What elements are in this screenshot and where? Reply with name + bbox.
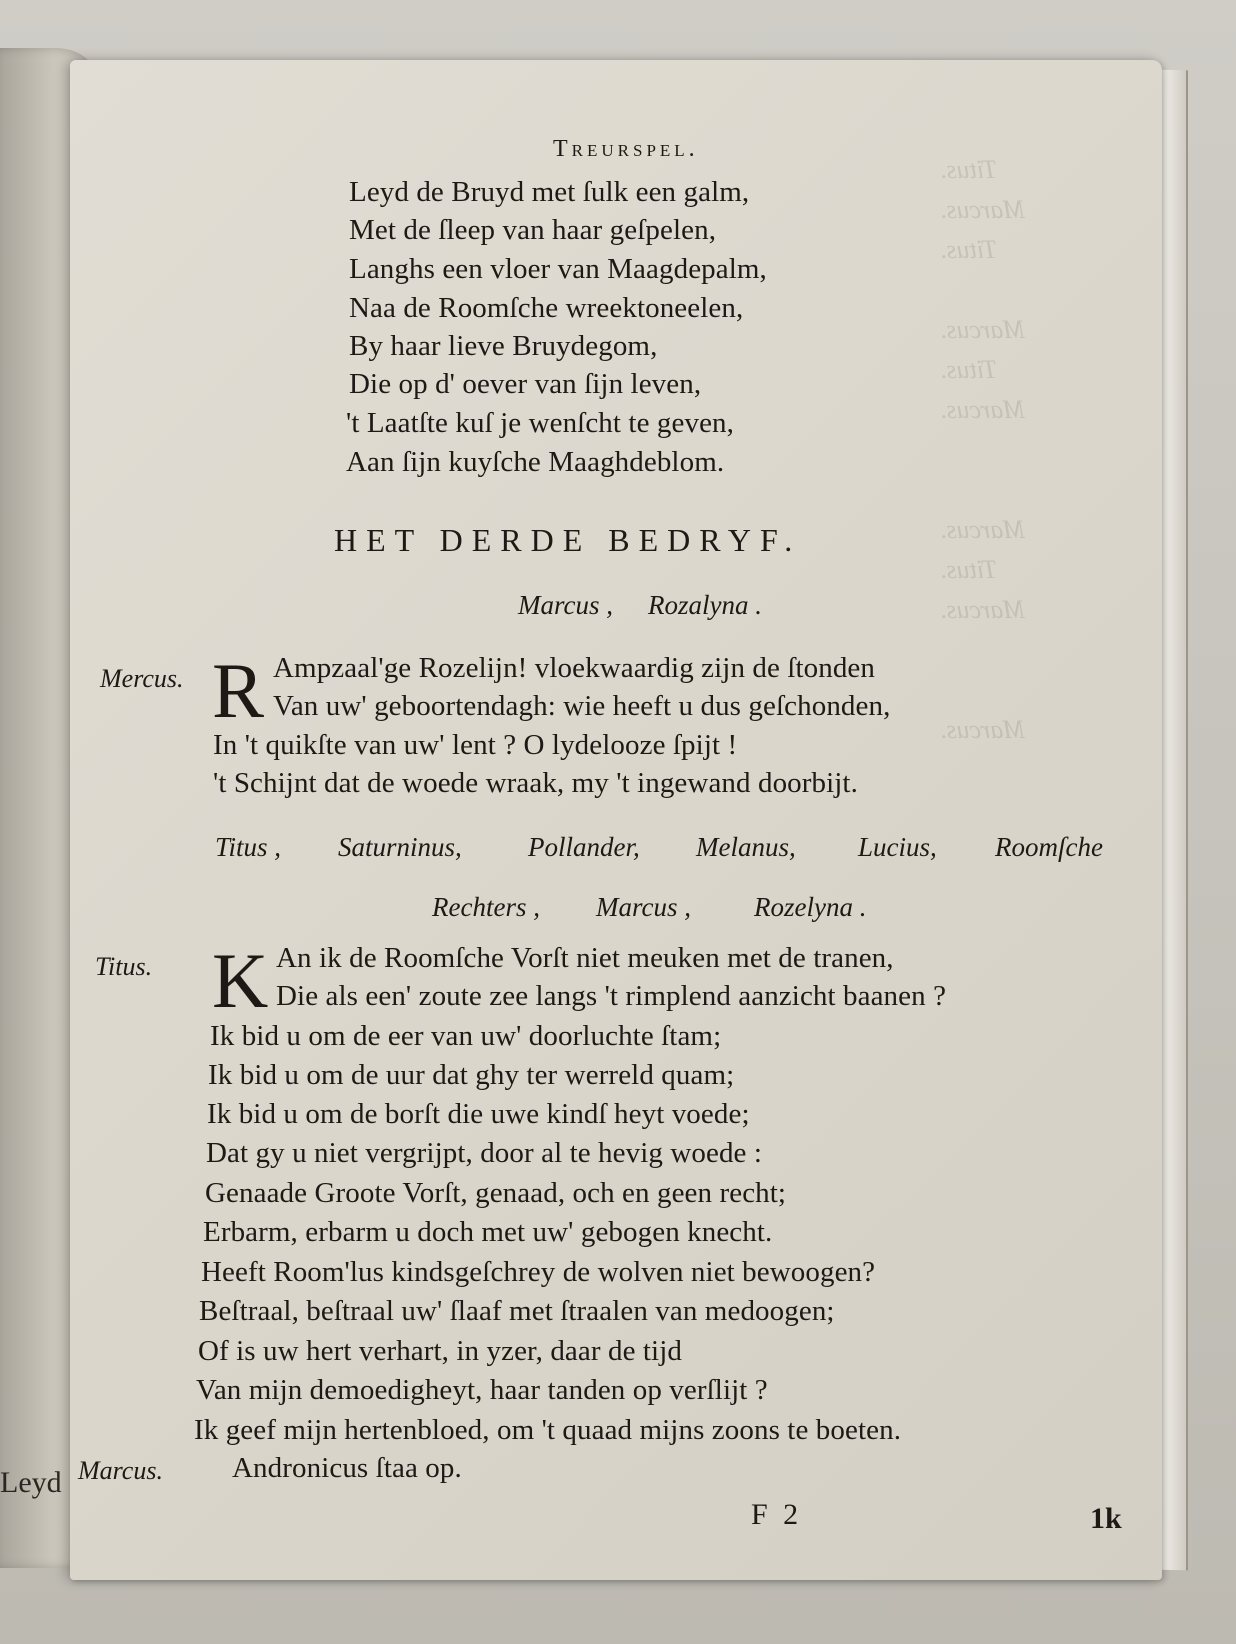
song-line: Naa de Roomſche wreektoneelen, bbox=[349, 292, 744, 324]
signature-mark: F 2 bbox=[751, 1498, 803, 1531]
verse-line: In 't quikſte van uw' lent ? O lydelooze ſpijt ! bbox=[213, 729, 738, 761]
cast-name: Marcus , bbox=[518, 590, 613, 620]
speaker-name: Mercus. bbox=[100, 664, 184, 693]
song-line: By haar lieve Bruydegom, bbox=[349, 330, 658, 362]
show-through-text: Titus. bbox=[940, 155, 998, 184]
verse-line: Ampzaal'ge Rozelijn! vloekwaardig zijn de ſtonden bbox=[273, 652, 876, 684]
verse-line: 't Schijnt dat de woede wraak, my 't ingewand doorbijt. bbox=[213, 767, 858, 799]
show-through-text: Marcus. bbox=[940, 315, 1025, 344]
verse-line: Dat gy u niet vergrijpt, door al te hevig woede : bbox=[206, 1137, 763, 1169]
cast-name: Rozalyna . bbox=[648, 590, 762, 620]
cast-name: Rozelyna . bbox=[754, 892, 867, 922]
verse-line: Van mijn demoedigheyt, haar tanden op verſlijt ? bbox=[196, 1374, 768, 1406]
folio-mark: 1k bbox=[1090, 1502, 1122, 1535]
song-line: Met de ſleep van haar geſpelen, bbox=[349, 214, 717, 246]
show-through-text: Titus. bbox=[940, 355, 998, 384]
verse-line: An ik de Roomſche Vorſt niet meuken met de tranen, bbox=[276, 942, 894, 974]
left-page-catchword: Leyd bbox=[0, 1466, 62, 1499]
drop-cap: K bbox=[212, 937, 269, 1024]
verse-line: Ik geef mijn hertenbloed, om 't quaad mijns zoons te boeten. bbox=[194, 1414, 902, 1446]
verse-line: Heeft Room'lus kindsgeſchrey de wolven niet bewoogen? bbox=[201, 1256, 876, 1288]
song-line: 't Laatſte kuſ je wenſcht te geven, bbox=[346, 407, 734, 439]
show-through-text: Titus. bbox=[940, 235, 998, 264]
cast-name: Melanus, bbox=[696, 832, 796, 862]
song-line: Aan ſijn kuyſche Maaghdeblom. bbox=[346, 446, 725, 478]
cast-name: Saturninus, bbox=[338, 832, 462, 862]
show-through-text: Marcus. bbox=[940, 195, 1025, 224]
verse-line: Die als een' zoute zee langs 't rimplend aanzicht baanen ? bbox=[276, 980, 947, 1012]
verse-line: Erbarm, erbarm u doch met uw' gebogen knecht. bbox=[203, 1216, 773, 1248]
verse-line: Ik bid u om de uur dat ghy ter werreld quam; bbox=[208, 1059, 735, 1091]
running-head: Treurspel. bbox=[553, 136, 699, 162]
cast-name: Rechters , bbox=[432, 892, 540, 922]
verse-line: Of is uw hert verhart, in yzer, daar de tijd bbox=[198, 1335, 682, 1367]
show-through-text: Marcus. bbox=[940, 395, 1025, 424]
verse-line: Ik bid u om de eer van uw' doorluchte ſtam; bbox=[210, 1020, 722, 1052]
cast-name: Lucius, bbox=[858, 832, 937, 862]
verse-line: Genaade Groote Vorſt, genaad, och en geen recht; bbox=[205, 1177, 787, 1209]
verse-line: Beſtraal, beſtraal uw' ſlaaf met ſtraalen van medoogen; bbox=[199, 1295, 835, 1327]
song-line: Die op d' oever van ſijn leven, bbox=[349, 368, 702, 400]
song-line: Langhs een vloer van Maagdepalm, bbox=[349, 253, 767, 285]
verse-line: Ik bid u om de borſt die uwe kindſ heyt voede; bbox=[207, 1098, 750, 1130]
cast-name: Roomſche bbox=[995, 832, 1103, 862]
drop-cap: R bbox=[212, 647, 265, 734]
show-through-text: Marcus. bbox=[940, 515, 1025, 544]
verse-line: Andronicus ſtaa op. bbox=[232, 1452, 462, 1484]
act-title: HET DERDE BEDRYF. bbox=[334, 522, 802, 558]
song-line: Leyd de Bruyd met ſulk een galm, bbox=[349, 176, 750, 208]
cast-name: Pollander, bbox=[528, 832, 640, 862]
show-through-text: Marcus. bbox=[940, 595, 1025, 624]
verse-line: Van uw' geboortendagh: wie heeft u dus geſchonden, bbox=[273, 690, 891, 722]
show-through-text: Marcus. bbox=[940, 715, 1025, 744]
cast-name: Titus , bbox=[215, 832, 282, 862]
speaker-name: Marcus. bbox=[78, 1456, 163, 1485]
show-through-text: Titus. bbox=[940, 555, 998, 584]
cast-name: Marcus , bbox=[596, 892, 691, 922]
speaker-name: Titus. bbox=[95, 952, 153, 981]
